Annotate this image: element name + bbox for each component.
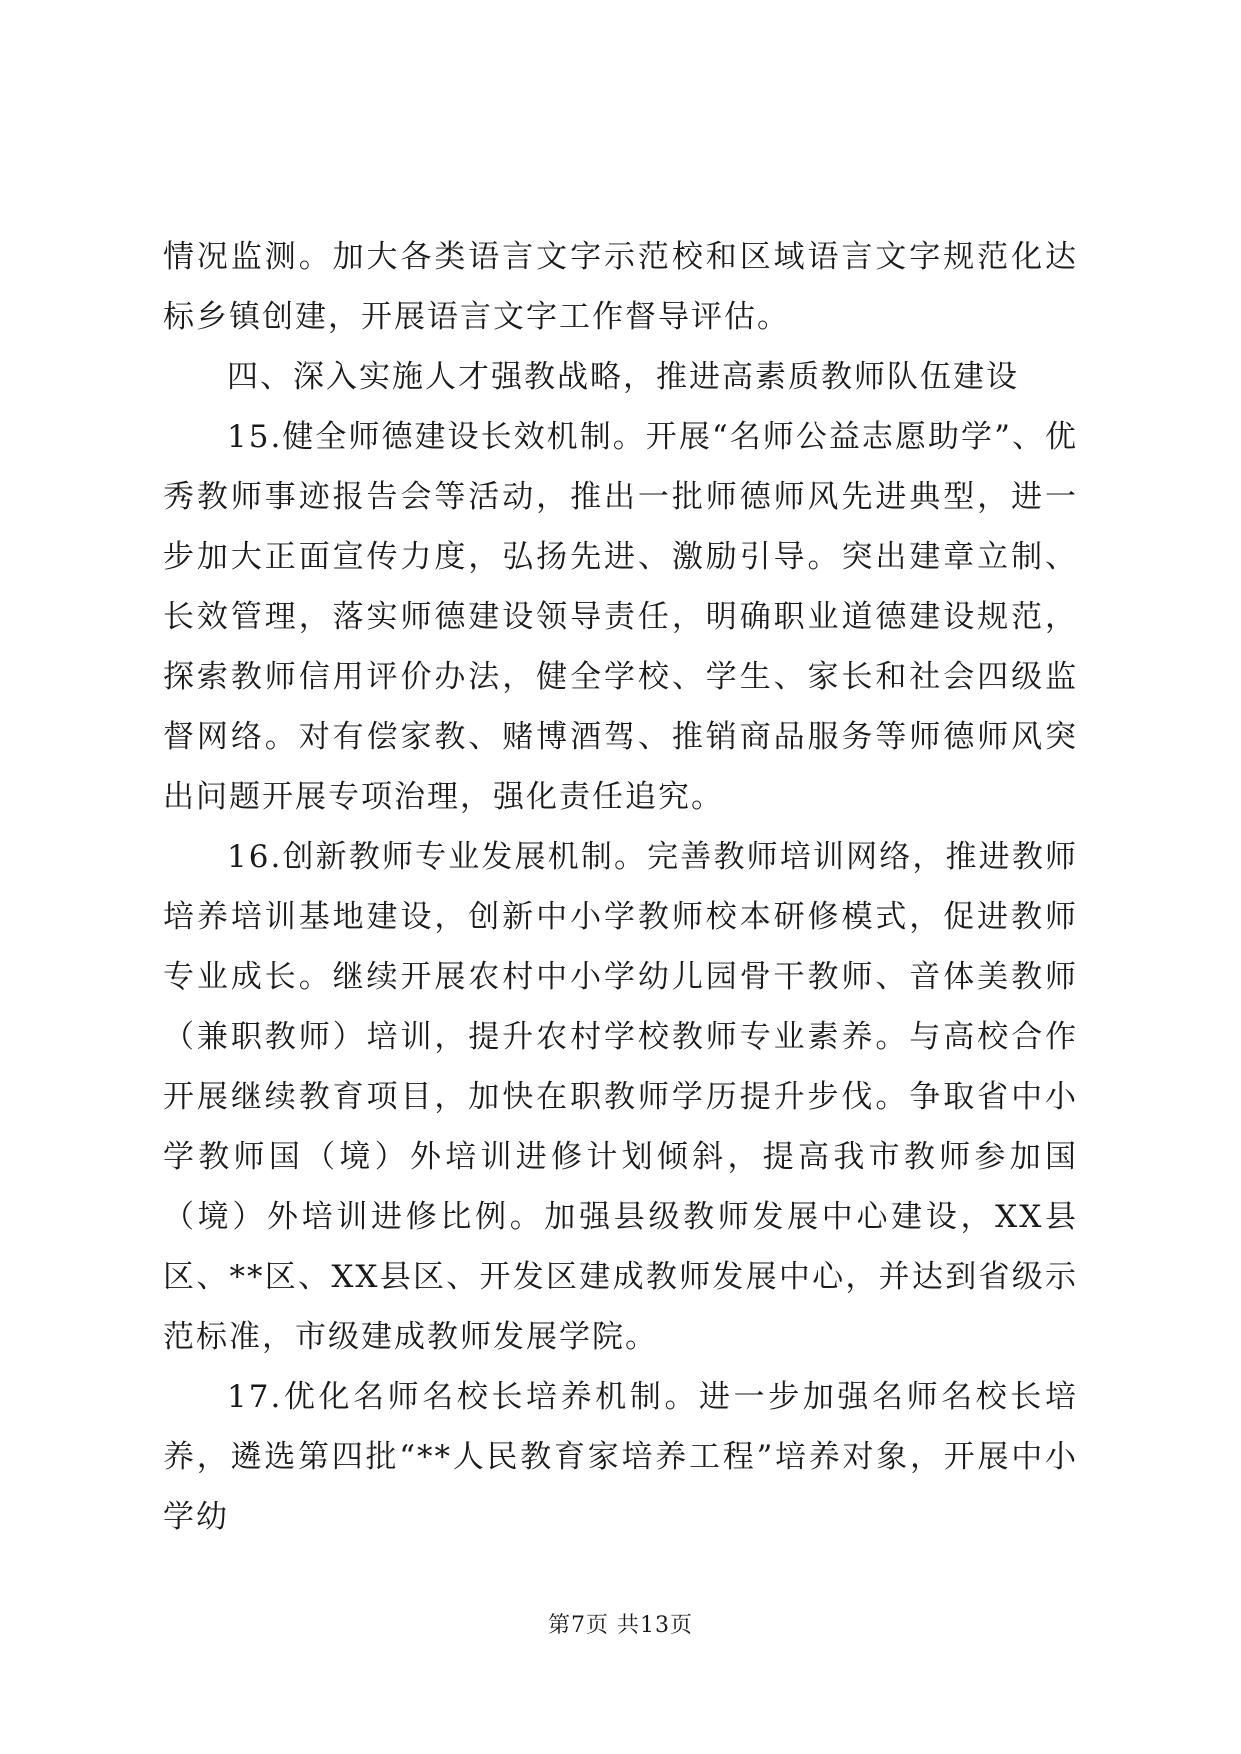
paragraph-item-17: 17.优化名师名校长培养机制。进一步加强名师名校长培养，遴选第四批“**人民教育家培养工程”培养对象，开展中小学幼 [163, 1379, 1078, 1535]
paragraph-item-15: 15.健全师德建设长效机制。开展“名师公益志愿助学”、优秀教师事迹报告会等活动，推出一批师德师风先进典型，进一步加大正面宣传力度，弘扬先进、激励引导。突出建章立制、长效管理，落实师德建设领导责任，明确职业道德建设规范，探索教师信用评价办法，健全学校、学生、家长和社会四级监督网络。对有偿家教、赌博酒驾、推销商品服务等师德师风突出问题开展专项治理，强化责任追究。 [163, 419, 1078, 815]
document-body [163, 227, 1078, 1547]
paragraph-item-16: 16.创新教师专业发展机制。完善教师培训网络，推进教师培养培训基地建设，创新中小学教师校本研修模式，促进教师专业成长。继续开展农村中小学幼儿园骨干教师、音体美教师（兼职教师）培训，提升农村学校教师专业素养。与高校合作开展继续教育项目，加快在职教师学历提升步伐。争取省中小学教师国（境）外培训进修计划倾斜，提高我市教师参加国（境）外培训进修比例。加强县级教师发展中心建设，XX县区、**区、XX县区、开发区建成教师发展中心，并达到省级示范标准，市级建成教师发展学院。 [163, 839, 1078, 1355]
paragraph-continuation: 情况监测。加大各类语言文字示范校和区域语言文字规范化达标乡镇创建，开展语言文字工作督导评估。 [163, 239, 1078, 335]
page-footer: 第7页 共13页 [548, 1613, 693, 1638]
section-heading: 四、深入实施人才强教战略，推进高素质教师队伍建设 [227, 359, 1019, 395]
